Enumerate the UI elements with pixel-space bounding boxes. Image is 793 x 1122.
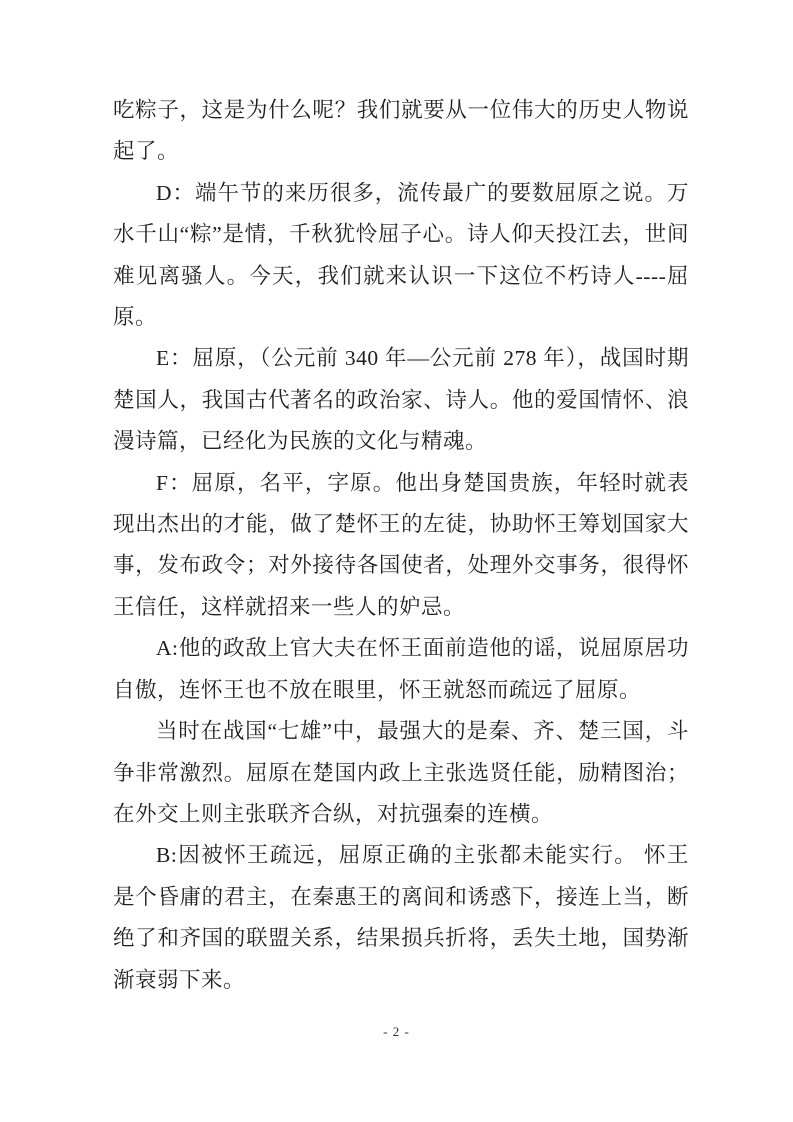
paragraph-speaker-f: F：屈原，名平，字原。他出身楚国贵族，年轻时就表现出杰出的才能，做了楚怀王的左徒，协助怀王筹划国家大事，发布政令；对外接待各国使者，处理外交事务，很得怀王信任，这样就招来一些人的妒忌。 — [113, 470, 689, 619]
page-footer — [0, 1024, 793, 1040]
paragraph-speaker-b: B:因被怀王疏远，屈原正确的主张都未能实行。 怀王是个昏庸的君主，在秦惠王的离间和诱惑下，接连上当，断绝了和齐国的联盟关系，结果损兵折将，丢失土地，国势渐渐衰弱下来。 — [113, 843, 689, 992]
paragraph-continuation: 吃粽子，这是为什么呢？我们就要从一位伟大的历史人物说起了。 — [113, 98, 689, 164]
document-body — [113, 90, 689, 1001]
page-number: - 2 - — [383, 1024, 410, 1039]
paragraph-speaker-e: E：屈原，（公元前 340 年—公元前 278 年），战国时期楚国人，我国古代著名的政治家、诗人。他的爱国情怀、浪漫诗篇，已经化为民族的文化与精魂。 — [113, 346, 689, 454]
paragraph-speaker-d: D：端午节的来历很多，流传最广的要数屈原之说。万水千山“粽”是情，千秋犹怜屈子心。诗人仰天投江去，世间难见离骚人。今天，我们就来认识一下这位不朽诗人----屈原。 — [113, 180, 689, 330]
paragraph-body: 当时在战国“七雄”中，最强大的是秦、齐、楚三国，斗争非常激烈。屈原在楚国内政上主张选贤任能，励精图治；在外交上则主张联齐合纵，对抗强秦的连横。 — [113, 719, 689, 826]
paragraph-speaker-a: A:他的政敌上官大夫在怀王面前造他的谣，说屈原居功自傲，连怀王也不放在眼里，怀王就怒而疏远了屈原。 — [113, 636, 689, 702]
